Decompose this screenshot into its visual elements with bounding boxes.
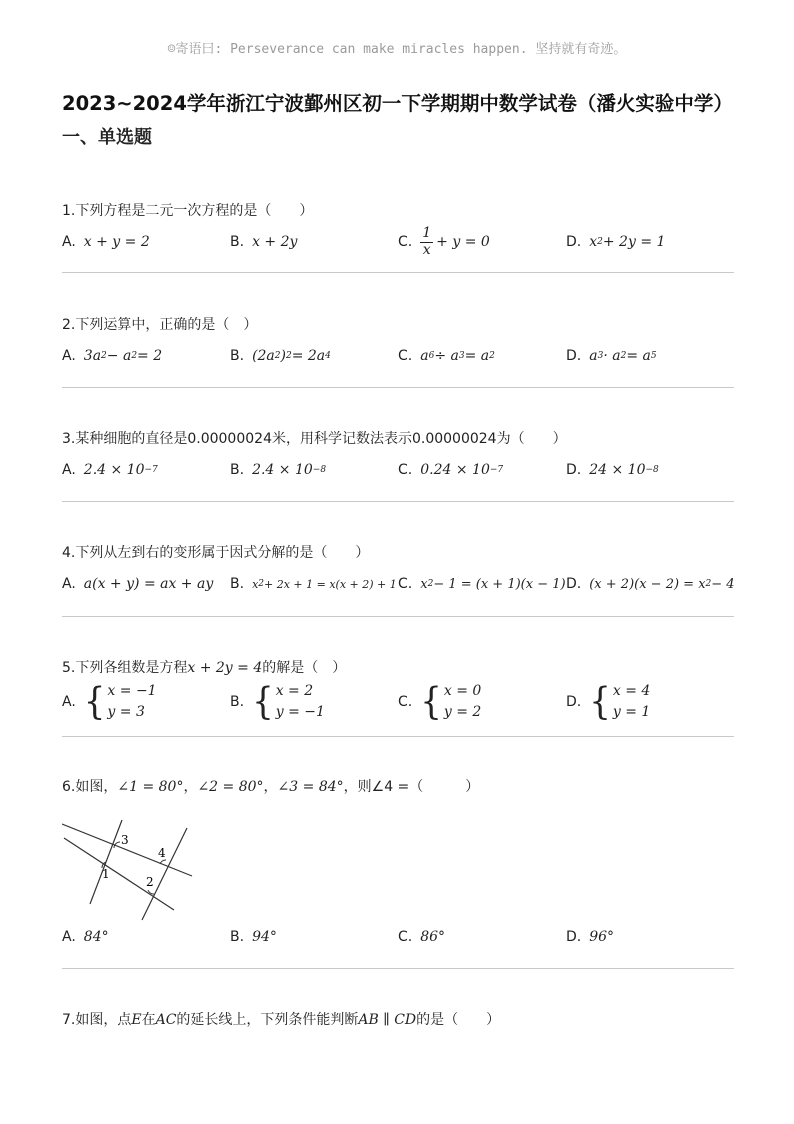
option-c[interactable]: C. x 2 − 1 = (x + 1)(x − 1)	[398, 576, 566, 592]
divider	[62, 272, 734, 273]
angle-label-1: 1	[102, 867, 110, 881]
angle-label-4: 4	[158, 846, 166, 860]
question-4	[62, 542, 734, 604]
option-a[interactable]: A. x + y = 2	[62, 234, 150, 250]
option-c[interactable]: C. 0.24 × 10 −7	[398, 462, 504, 478]
option-b[interactable]: B. 94°	[230, 929, 277, 945]
question-stem: 3.某种细胞的直径是0.00000024米，用科学记数法表示0.00000024为（ ）	[62, 431, 567, 447]
options-row	[62, 679, 734, 725]
option-a[interactable]: A. { x = −1 y = 3	[62, 680, 157, 724]
options-row	[62, 564, 734, 604]
option-b[interactable]: B. x 2 + 2x + 1 = x(x + 2) + 1	[230, 576, 397, 592]
option-b[interactable]: B. 2.4 × 10 −8	[230, 462, 327, 478]
option-b[interactable]: B. { x = 2 y = −1	[230, 680, 325, 724]
question-7	[62, 1009, 734, 1031]
question-6-options	[62, 917, 734, 957]
option-d[interactable]: D. (x + 2)(x − 2) = x 2 − 4	[566, 576, 735, 592]
section-heading: 一、单选题	[62, 127, 152, 148]
question-stem: 7.如图，点E在AC的延长线上，下列条件能判断AB ∥ CD的是（ ）	[62, 1012, 501, 1028]
divider	[62, 968, 734, 969]
exam-title: 2023~2024学年浙江宁波鄞州区初一下学期期中数学试卷（潘火实验中学）	[62, 92, 733, 115]
option-a[interactable]: A. 3a 2 − a 2 = 2	[62, 348, 163, 364]
question-stem: 6.如图，∠1 = 80°，∠2 = 80°，∠3 = 84°，则∠4 =（ ）	[62, 779, 480, 795]
option-d[interactable]: D. x 2 + 2y = 1	[566, 234, 666, 250]
option-c[interactable]: C. a 6 ÷ a 3 = a 2	[398, 348, 495, 364]
divider	[62, 501, 734, 502]
options-row	[62, 336, 734, 376]
option-d[interactable]: D. a 3 · a 2 = a 5	[566, 348, 657, 364]
question-stem: 2.下列运算中，正确的是（ ）	[62, 317, 258, 333]
option-b[interactable]: B. x + 2y	[230, 234, 298, 250]
options-row	[62, 917, 734, 957]
angle-figure	[62, 818, 202, 924]
question-2	[62, 314, 734, 376]
divider	[62, 736, 734, 737]
option-c[interactable]: C. 86°	[398, 929, 446, 945]
options-row	[62, 450, 734, 490]
question-5	[62, 657, 734, 725]
line-right	[142, 828, 187, 920]
option-c[interactable]: C. $\frac{1}{x}$ + y = 0	[398, 225, 490, 258]
question-stem: 1.下列方程是二元一次方程的是（ ）	[62, 203, 314, 219]
question-stem: 4.下列从左到右的变形属于因式分解的是（ ）	[62, 545, 370, 561]
option-d[interactable]: D. 96°	[566, 929, 615, 945]
question-1	[62, 200, 734, 262]
option-b[interactable]: B. (2a 2 ) 2 = 2a 4	[230, 348, 331, 364]
smile-icon: ☺	[167, 42, 176, 57]
divider	[62, 387, 734, 388]
options-row	[62, 222, 734, 262]
angle-label-3: 3	[121, 833, 129, 847]
option-a[interactable]: A. a(x + y) = ax + ay	[62, 576, 214, 592]
option-d[interactable]: D. { x = 4 y = 1	[566, 680, 651, 724]
page-motto	[0, 38, 794, 57]
option-c[interactable]: C. { x = 0 y = 2	[398, 680, 482, 724]
angle-label-2: 2	[146, 875, 154, 889]
option-d[interactable]: D. 24 × 10 −8	[566, 462, 659, 478]
motto-text: 寄语曰: Perseverance can make miracles happen. 坚持就有奇迹。	[175, 42, 627, 57]
divider	[62, 616, 734, 617]
question-3	[62, 428, 734, 490]
fraction: $\frac{1}{x}$	[422, 225, 432, 258]
question-6	[62, 776, 734, 798]
option-a[interactable]: A. 84°	[62, 929, 109, 945]
option-a[interactable]: A. 2.4 × 10 −7	[62, 462, 158, 478]
question-stem: 5.下列各组数是方程x + 2y = 4的解是（ ）	[62, 660, 347, 676]
